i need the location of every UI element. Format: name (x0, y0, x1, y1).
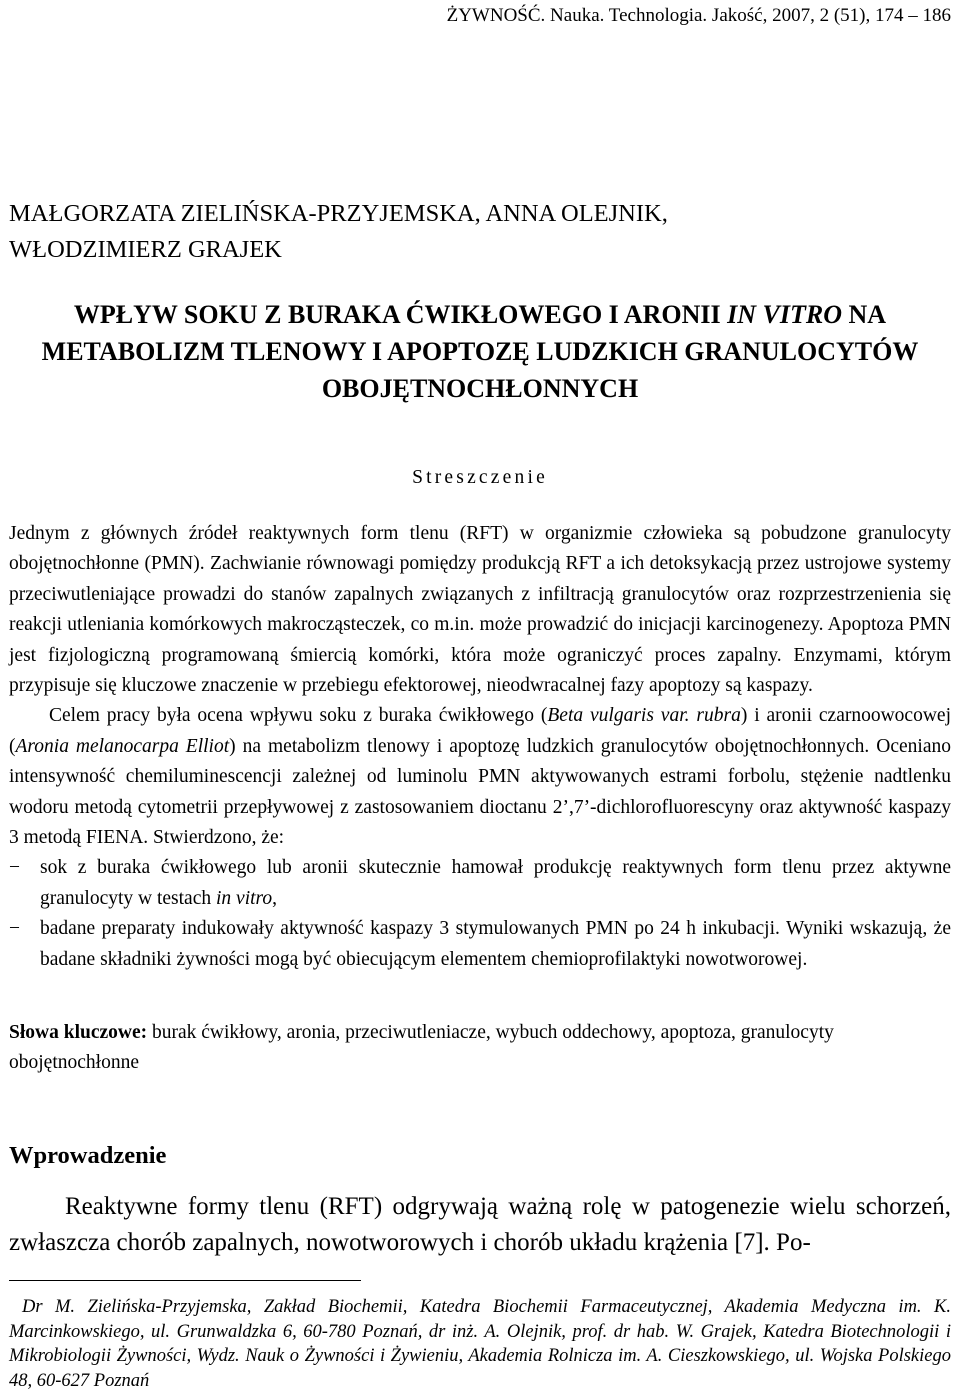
intro-paragraph: Reaktywne formy tlenu (RFT) odgrywają ważną rolę w patogenezie wielu schorzeń, zwłaszcza chorób zapalnych, nowotworowych i chorób układu krążenia [7]. Po- (9, 1193, 951, 1256)
abstract-body (9, 519, 951, 975)
finding-2-text: badane preparaty indukowały aktywność kaspazy 3 stymulowanych PMN po 24 h inkubacji. Wyniki wskazują, że badane składniki żywności mogą być obiecującym elementem chemioprofilaktyki nowotworowej. (40, 918, 951, 970)
article-title (9, 296, 951, 407)
list-dash: − (9, 918, 20, 940)
author-affiliations-footnote (9, 1295, 951, 1393)
abstract-paragraph-1: Jednym z głównych źródeł reaktywnych form tlenu (RFT) w organizmie człowieka są pobudzone granulocyty obojętnochłonne (PMN). Zachwianie równowagi pomiędzy produkcją RFT a ich detoksykacją przez ustrojowe systemy przeciwutleniające prowadzi do stanów zapalnych związanych z infiltracją granulocytów oraz rozprzestrzenienia się reakcji utleniania komórkowych makrocząsteczek, co m.in. może prowadzić do inicjacji karcinogenezy. Apoptoza PMN jest fizjologiczną programowaną śmiercią komórki, która może ograniczyć proces zapalny. Enzymami, którym przypisuje się kluczowe znaczenie w przebiegu efektorowej, nieodwracalnej fazy apoptozy są kaspazy. (9, 523, 951, 697)
list-dash: − (9, 857, 20, 879)
author-list (9, 196, 951, 268)
species-name-beta: Beta vulgaris var. rubra (547, 705, 741, 727)
footnote-text: Dr M. Zielińska-Przyjemska, Zakład Biochemii, Katedra Biochemii Farmaceutycznej, Akademia Medyczna im. K. Marcinkowskiego, ul. Grunwaldzka 6, 60-780 Poznań, dr inż. A. Olejnik, prof. dr hab. W. Grajek, Katedra Biotechnologii i Mikrobiologii Żywności, Wydz. Nauk o Żywności i Żywieniu, Akademia Rolnicza im. A. Cieszkowskiego, ul. Wojska Polskiego 48, 60-627 Poznań (9, 1297, 951, 1391)
finding-1-text: sok z buraka ćwikłowego lub aronii skutecznie hamował produkcję reaktywnych form tlenu przez aktywne granulocyty w testach (40, 857, 951, 909)
finding-item-1 (9, 853, 951, 914)
title-italic: IN VITRO (727, 300, 843, 329)
keywords-label: Słowa kluczowe: (9, 1022, 148, 1043)
finding-item-2 (9, 914, 951, 975)
finding-1-punct: , (272, 887, 278, 909)
keywords (9, 1018, 951, 1078)
abstract-paragraph-2 (9, 701, 951, 853)
title-part-1: WPŁYW SOKU Z BURAKA ĆWIKŁOWEGO I ARONII (73, 300, 728, 329)
title-part-2: NA METABOLIZM TLENOWY I APOPTOZĘ LUDZKICH GRANULOCYTÓW OBOJĘTNOCHŁONNYCH (41, 300, 919, 403)
keywords-text: burak ćwikłowy, aronia, przeciwutleniacze, wybuch oddechowy, apoptoza, granulocyty obojętnochłonne (9, 1022, 834, 1073)
abstract-p2-text-a: Celem pracy była ocena wpływu soku z buraka ćwikłowego ( (49, 705, 548, 727)
section-heading: Wprowadzenie (9, 1142, 167, 1169)
species-name-aronia: Aronia melanocarpa Elliot (15, 735, 230, 757)
abstract-p2-text-c: ) na metabolizm tlenowy i apoptozę ludzkich granulocytów obojętnochłonnych. Oceniano intensywność chemiluminescencji zależnej od luminolu PMN aktywowanych estrami forbolu, stężenie nadtlenku wodoru metodą cytometrii przepływowej z zastosowaniem dioctanu 2’,7’-dichlorofluorescyny oraz aktywność kaspazy 3 metodą FIENA. Stwierdzono, że: (9, 735, 951, 849)
footnote-rule (9, 1280, 361, 1281)
author-line-2: WŁODZIMIERZ GRAJEK (9, 236, 282, 263)
abstract-p2-text-b: ) i aronii czarnoowocowej ( (9, 705, 951, 757)
intro-text (9, 1189, 951, 1261)
in-vitro-term: in vitro (216, 887, 273, 909)
author-line-1: MAŁGORZATA ZIELIŃSKA-PRZYJEMSKA, ANNA OLEJNIK, (9, 200, 668, 227)
running-head: ŻYWNOŚĆ. Nauka. Technologia. Jakość, 2007, 2 (51), 174 – 186 (446, 5, 951, 26)
abstract-heading: Streszczenie (412, 467, 548, 488)
